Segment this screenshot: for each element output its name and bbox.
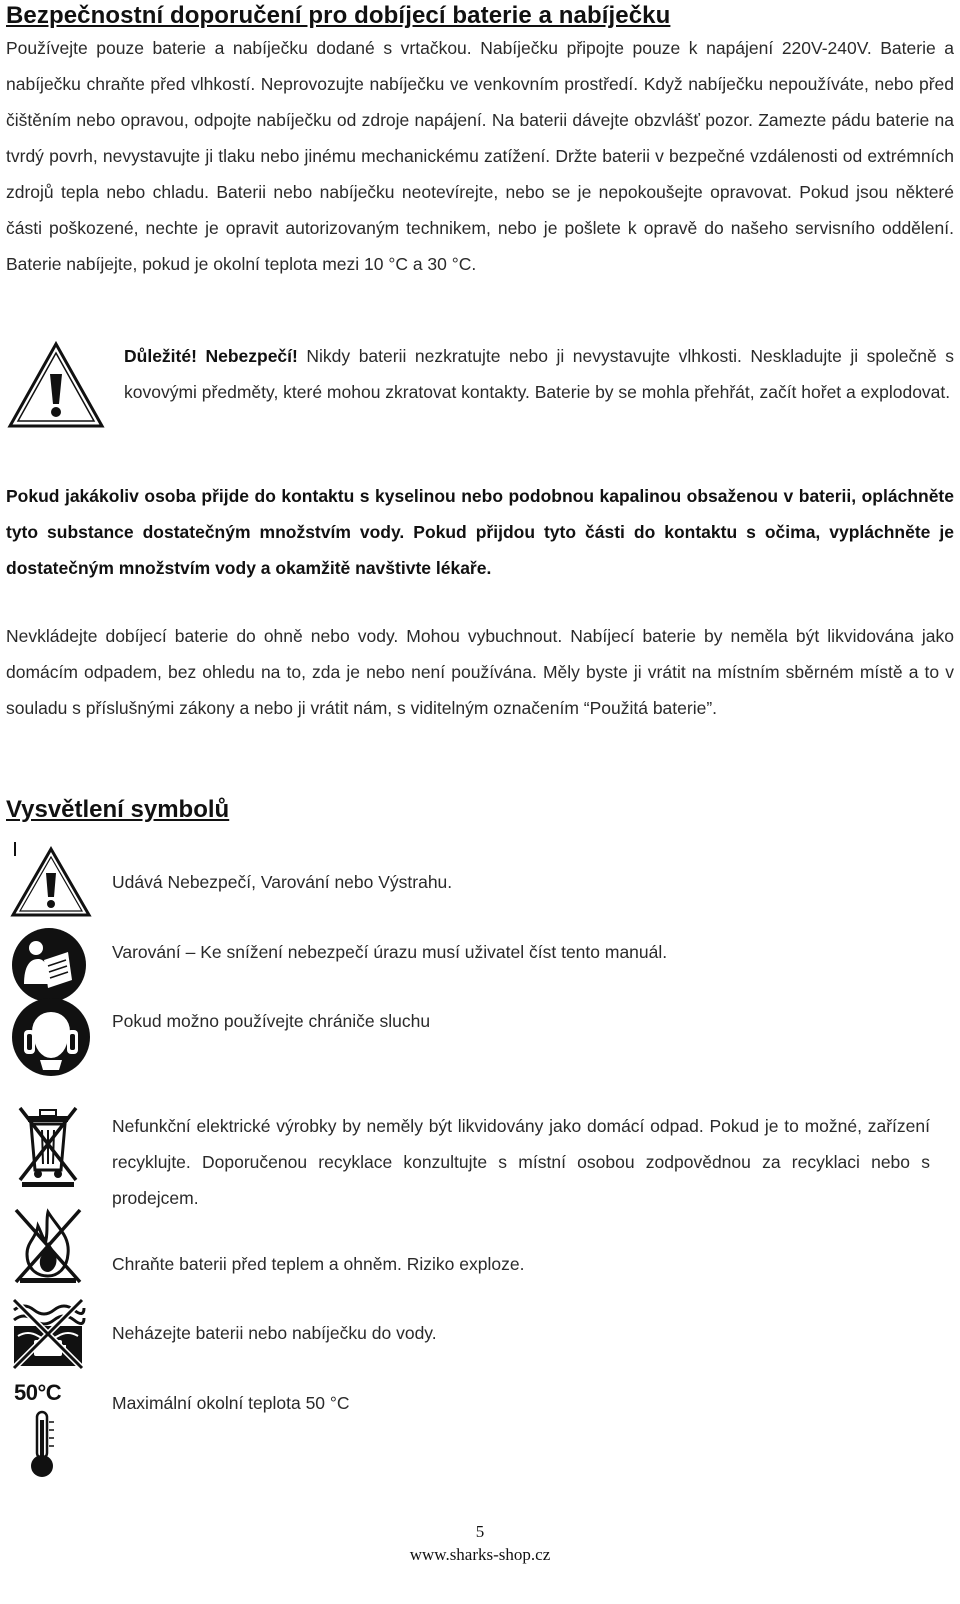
symbol-6-text: Neházejte baterii nebo nabíječku do vody. [112,1323,437,1343]
page-number: 5 [475,1522,485,1541]
no-fire-icon [12,1206,84,1286]
acid-paragraph: Pokud jakákoliv osoba přijde do kontaktu s kyselinou nebo podobnou kapalinou obsaženou v baterii, opláchněte tyto substance dostatečným množstvím vody. Pokud přijdou tyto části do kontaktu s očima, vypláchněte je dostatečným množstvím vody a okamžitě navštivte lékaře. [6,486,954,578]
symbol-4-text: Nefunkční elektrické výrobky by neměly být likvidovány jako domácí odpad. Pokud je to možné, zařízení recyklujte. Doporučenou recyklace konzultujte s místní osobou zodpovědnou za recyklaci nebo s prodejcem. [112,1116,930,1208]
symbol-1-text: Udává Nebezpečí, Varování nebo Výstrahu. [112,872,453,892]
read-manual-icon [10,926,88,1004]
warning-triangle-icon [6,340,106,430]
symbols-heading: Vysvětlení symbolů [6,796,230,823]
no-water-icon [10,1296,86,1372]
symbol-2-text: Varování – Ke snížení nebezpečí úrazu musí uživatel číst tento manuál. [112,942,668,962]
danger-warning [124,338,954,410]
thermometer-label: 50°C [14,1380,62,1405]
page-heading: Bezpečnostní doporučení pro dobíjecí baterie a nabíječku [6,2,671,29]
disposal-paragraph: Nevkládejte dobíjecí baterie do ohně nebo vody. Mohou vybuchnout. Nabíjecí baterie by neměla být likvidována jako domácím odpadem, bez ohledu na to, zda je nebo není používána. Měly byste ji vrátit na místním sběrném místě a to v souladu s příslušnými zákony a nebo ji vrátit nám, s viditelným označením “Použitá baterie”. [6,626,954,718]
footer-website[interactable]: www.sharks-shop.cz [409,1545,551,1564]
hearing-protection-icon [10,996,92,1078]
warning-triangle-icon [10,846,92,918]
stray-mark-text [0,0,1,1]
thermometer-icon [22,1410,62,1480]
safety-paragraph: Používejte pouze baterie a nabíječku dodané s vrtačkou. Nabíječku připojte pouze k napájení 220V-240V. Baterie a nabíječku chraňte před vlhkostí. Neprovozujte nabíječku ve venkovním prostředí. Když nabíječku nepoužíváte, nebo před čištěním nebo opravou, odpojte nabíječku od zdroje napájení. Na baterii dávejte obzvlášť pozor. Zamezte pádu baterie na tvrdý povrh, nevystavujte ji tlaku nebo jinému mechanickému zatížení. Držte baterii v bezpečné vzdálenosti od extrémních zdrojů tepla nebo chladu. Baterii nebo nabíječku neotevírejte, nebo se je nepokoušejte opravovat. Pokud jsou některé části poškozené, nechte je opravit autorizovaným technikem, nebo je pošlete k opravě do našeho servisního oddělení. Baterie nabíjejte, pokud je okolní teplota mezi 10 °C a 30 °C. [6,38,954,274]
symbol-3-text: Pokud možno používejte chrániče sluchu [112,1011,431,1031]
crossed-bin-icon [14,1102,82,1188]
danger-label: Důležité! Nebezpečí! [124,346,298,366]
symbol-7-text: Maximální okolní teplota 50 °C [112,1393,350,1413]
danger-text: Nikdy baterii nezkratujte nebo ji nevystavujte vlhkosti. Neskladujte ji společně s kovovými předměty, které mohou zkratovat kontakty. Baterie by se mohla přehřát, začít hořet a explodovat. [124,346,954,402]
symbol-5-text: Chraňte baterii před teplem a ohněm. Riziko exploze. [112,1254,525,1274]
